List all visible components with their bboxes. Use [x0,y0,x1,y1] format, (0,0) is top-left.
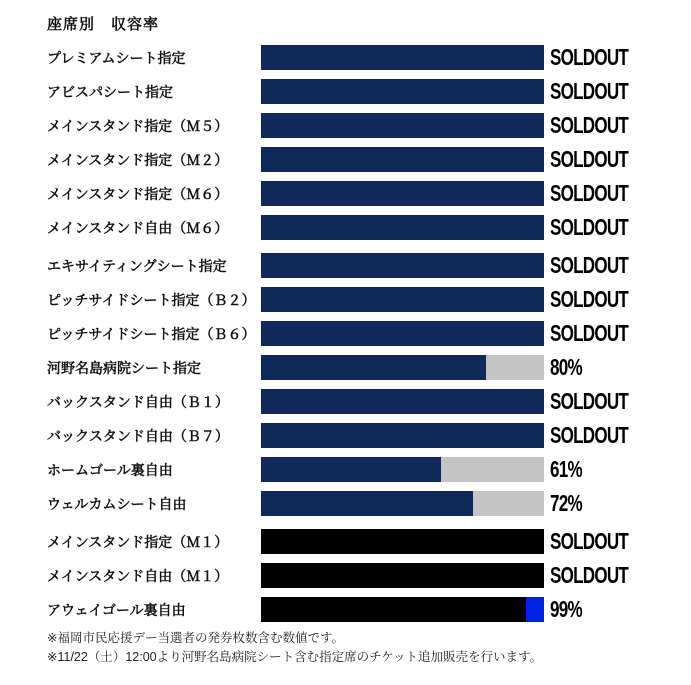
row-value: SOLDOUT [550,528,629,554]
row-value: 72% [550,490,582,516]
row-value: 61% [550,456,582,482]
bar-track [261,423,544,448]
bar-track [261,79,544,104]
bar-track [261,563,544,588]
row-label: プレミアムシート指定 [47,49,186,66]
row-value: SOLDOUT [550,286,629,312]
bar-track [261,287,544,312]
bar-track [261,389,544,414]
bar-row [0,79,691,104]
row-label: ピッチサイドシート指定（Ｂ６） [47,325,256,342]
row-value: SOLDOUT [550,252,629,278]
bar-fill [261,491,473,516]
bar-row [0,287,691,312]
bar-track [261,457,544,482]
bar-fill [261,423,544,448]
bar-fill [261,79,544,104]
bar-fill [261,147,544,172]
row-label: ホームゴール裏自由 [47,461,173,478]
bar-row [0,457,691,482]
row-label: バックスタンド自由（Ｂ７） [47,427,229,444]
footnotes [47,629,542,667]
row-label: メインスタンド自由（Ｍ６） [47,219,229,236]
bar-rows [0,45,691,631]
bar-row [0,181,691,206]
row-label: バックスタンド自由（Ｂ１） [47,393,229,410]
bar-track [261,491,544,516]
bar-row [0,597,691,622]
row-value: SOLDOUT [550,112,629,138]
bar-track [261,147,544,172]
row-value: SOLDOUT [550,44,629,70]
bar-row [0,113,691,138]
row-value: SOLDOUT [550,422,629,448]
row-label: エキサイティングシート指定 [47,257,227,274]
row-value: SOLDOUT [550,78,629,104]
row-value: SOLDOUT [550,320,629,346]
bar-fill [261,215,544,240]
row-value: SOLDOUT [550,180,629,206]
row-value: SOLDOUT [550,214,629,240]
bar-track [261,181,544,206]
row-label: ピッチサイドシート指定（Ｂ２） [47,291,256,308]
bar-fill [261,113,544,138]
bar-track [261,113,544,138]
bar-row [0,355,691,380]
row-label: 河野名島病院シート指定 [47,359,201,376]
bar-row [0,321,691,346]
row-value: SOLDOUT [550,146,629,172]
footnote-line-2: ※11/22（土）12:00より河野名島病院シート含む指定席のチケット追加販売を行います。 [47,650,542,664]
bar-fill [261,181,544,206]
bar-track [261,529,544,554]
bar-row [0,253,691,278]
row-label: メインスタンド指定（Ｍ６） [47,185,229,202]
bar-fill [261,45,544,70]
bar-row [0,45,691,70]
row-label: メインスタンド指定（Ｍ２） [47,151,229,168]
bar-track [261,253,544,278]
bar-fill [261,287,544,312]
bar-row [0,529,691,554]
bar-fill [261,597,526,622]
row-label: アウェイゴール裏自由 [47,601,186,618]
bar-row [0,147,691,172]
bar-track [261,355,544,380]
bar-track [261,321,544,346]
row-value: SOLDOUT [550,388,629,414]
bar-fill [261,529,544,554]
bar-fill [261,253,544,278]
row-value: SOLDOUT [550,562,629,588]
bar-fill [261,457,441,482]
bar-track [261,45,544,70]
row-value: 80% [550,354,582,380]
bar-fill [261,563,544,588]
row-label: ウェルカムシート自由 [47,495,187,512]
row-value: 99% [550,596,582,622]
row-label: メインスタンド指定（Ｍ１） [47,533,229,550]
bar-row [0,389,691,414]
row-label: アビスパシート指定 [47,83,173,100]
row-label: メインスタンド指定（Ｍ５） [47,117,229,134]
bar-fill [261,355,486,380]
bar-row [0,491,691,516]
chart-title: 座席別 収容率 [47,16,160,33]
row-label: メインスタンド自由（Ｍ１） [47,567,229,584]
bar-row [0,563,691,588]
bar-track [261,215,544,240]
bar-track [261,597,544,622]
bar-row [0,215,691,240]
bar-fill [261,321,544,346]
bar-fill [261,389,544,414]
footnote-line-1: ※福岡市民応援デー当選者の発券枚数含む数値です。 [47,631,344,645]
bar-row [0,423,691,448]
